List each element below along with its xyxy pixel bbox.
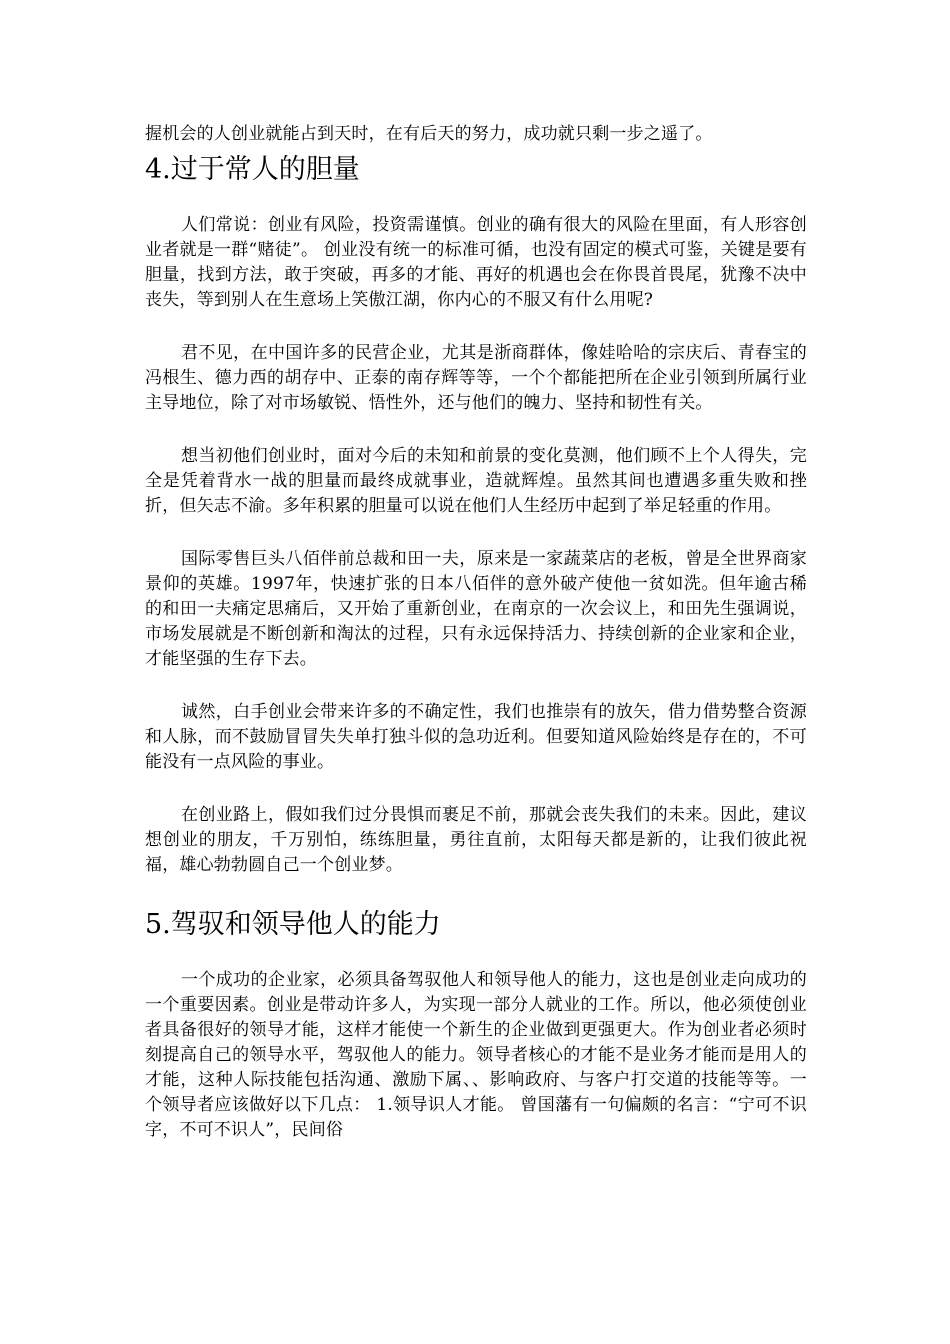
section-4-paragraph-3: 想当初他们创业时，面对今后的未知和前景的变化莫测，他们顾不上个人得失，完全是凭着背水一战的胆量而最终成就事业，造就辉煌。虽然其间也遭遇多重失败和挫折，但矢志不渝。多年积累的胆量可以说在他们人生经历中起到了举足轻重的作用。	[145, 446, 807, 516]
lead-line: 握机会的人创业就能占到天时，在有后天的努力，成功就只剩一步之遥了。	[145, 124, 713, 144]
section-5-heading: 5.驾驭和领导他人的能力	[145, 909, 441, 940]
section-4-paragraph-2: 君不见，在中国许多的民营企业，尤其是浙商群体，像娃哈哈的宗庆后、青春宝的冯根生、德力西的胡存中、正泰的南存辉等等，一个个都能把所在企业引领到所属行业主导地位，除了对市场敏锐、悟性外，还与他们的魄力、坚持和韧性有关。	[145, 343, 807, 413]
section-4-paragraph-5: 诚然，白手创业会带来许多的不确定性，我们也推崇有的放矢，借力借势整合资源和人脉，而不鼓励冒冒失失单打独斗似的急功近利。但要知道风险始终是存在的，不可能没有一点风险的事业。	[145, 702, 807, 772]
section-4-paragraph-6: 在创业路上，假如我们过分畏惧而裹足不前，那就会丧失我们的未来。因此，建议想创业的朋友，千万别怕，练练胆量，勇往直前，太阳每天都是新的，让我们彼此祝福，雄心勃勃圆自己一个创业梦。	[145, 805, 807, 875]
section-4-paragraph-4: 国际零售巨头八佰伴前总裁和田一夫，原来是一家蔬菜店的老板，曾是全世界商家景仰的英雄。1997年，快速扩张的日本八佰伴的意外破产使他一贫如洗。但年逾古稀的和田一夫痛定思痛后，又开始了重新创业，在南京的一次会议上，和田先生强调说，市场发展就是不断创新和淘汰的过程，只有永远保持活力、持续创新的企业家和企业，才能坚强的生存下去。	[145, 549, 807, 669]
section-4-heading: 4.过于常人的胆量	[145, 154, 360, 185]
section-4-paragraph-1: 人们常说：创业有风险，投资需谨慎。创业的确有很大的风险在里面，有人形容创业者就是一群“赌徒”。 创业没有统一的标准可循，也没有固定的模式可鉴，关键是要有胆量，找到方法，敢于突破，再多的才能、再好的机遇也会在你畏首畏尾，犹豫不决中丧失，等到别人在生意场上笑傲江湖，你内心的不服又有什么用呢?	[145, 215, 807, 310]
document-page	[145, 122, 807, 1143]
section-5-paragraph-1: 一个成功的企业家，必须具备驾驭他人和领导他人的能力，这也是创业走向成功的一个重要因素。创业是带动许多人，为实现一部分人就业的工作。所以，他必须使创业者具备很好的领导才能，这样才能使一个新生的企业做到更强更大。作为创业者必须时刻提高自己的领导水平，驾驭他人的能力。领导者核心的才能不是业务才能而是用人的才能，这种人际技能包括沟通、激励下属、、影响政府、与客户打交道的技能等等。一个领导者应该做好以下几点： 1.领导识人才能。 曾国藩有一句偏颇的名言：“宁可不识字，不可不识人”，民间俗	[145, 970, 807, 1140]
